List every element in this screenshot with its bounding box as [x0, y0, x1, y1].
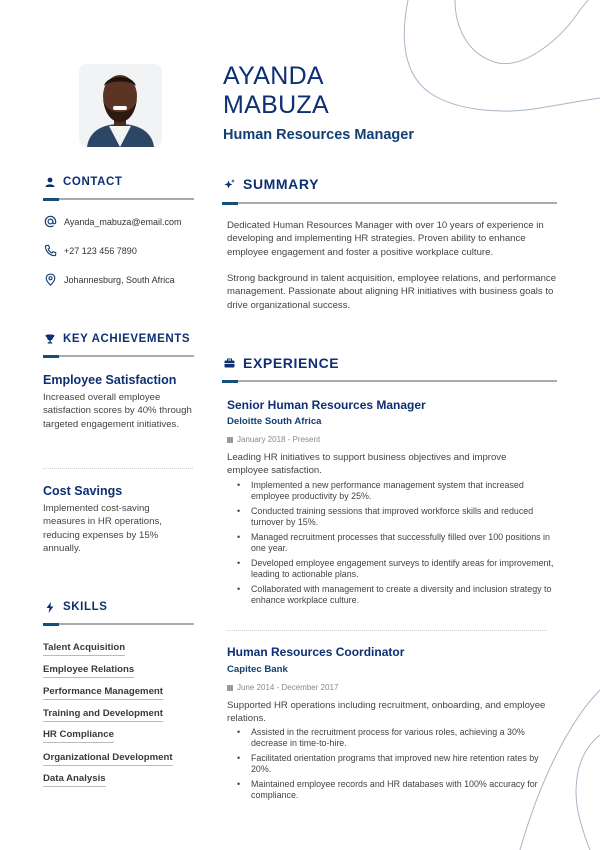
experience-heading-label: EXPERIENCE — [243, 355, 340, 371]
job-dates — [227, 683, 338, 692]
achievement-separator — [43, 468, 193, 469]
contact-location — [44, 273, 175, 286]
job-bullet: • Implemented a new performance management system that increased employee productivity by 25%. — [237, 480, 557, 502]
job-bullet: • Collaborated with management to create a diversity and inclusion strategy to enhance workplace culture. — [237, 584, 557, 606]
achievements-divider — [43, 355, 194, 357]
user-icon — [45, 177, 55, 187]
contact-phone[interactable] — [44, 244, 137, 257]
summary-paragraph: Strong background in talent acquisition, employee relations, and performance management. Passionate about aligning HR initiatives with business goals to drive organizational success. — [227, 273, 557, 311]
job-title: Senior Human Resources Manager — [227, 398, 426, 412]
skill-item: Performance Management — [43, 686, 163, 700]
contact-heading — [45, 176, 123, 188]
job-achievements-list — [237, 480, 557, 610]
avatar — [79, 64, 162, 147]
job-bullet: • Managed recruitment processes that successfully filled over 100 positions in one year. — [237, 532, 557, 554]
candidate-job-title: Human Resources Manager — [223, 127, 414, 143]
trophy-icon — [45, 334, 55, 344]
decorative-curve-inner-top — [455, 0, 588, 64]
achievement-description: Implemented cost-saving measures in HR operations, reducing expenses by 15% annually. — [43, 503, 162, 554]
summary-divider — [222, 202, 557, 204]
job-dates-value: June 2014 - December 2017 — [237, 683, 339, 692]
job-bullet: • Assisted in the recruitment process for various roles, achieving a 30% decrease in time-to-hire. — [237, 727, 557, 749]
skill-item: Talent Acquisition — [43, 642, 125, 656]
job-description: Supported HR operations including recruitment, onboarding, and employee relations. — [227, 700, 546, 725]
skill-item: Organizational Development — [43, 752, 173, 766]
skill-item: Data Analysis — [43, 773, 106, 787]
decorative-curve-inner-bottom — [576, 735, 600, 850]
job-bullet: • Maintained employee records and HR databases with 100% accuracy for compliance. — [237, 779, 557, 801]
decorative-curve-outer-top — [404, 0, 600, 111]
achievement-title: Employee Satisfaction — [43, 373, 177, 387]
job-dates-value: January 2018 - Present — [237, 435, 321, 444]
skill-item: Employee Relations — [43, 664, 134, 678]
skills-heading — [45, 601, 108, 613]
summary-heading — [224, 176, 319, 192]
achievements-heading-label: KEY ACHIEVEMENTS — [63, 333, 191, 345]
bolt-icon — [45, 602, 55, 613]
summary-paragraph: Dedicated Human Resources Manager with over 10 years of experience in developing and implementing HR strategies. Proven ability to enhance employee engagement and foster a positive workplace culture. — [227, 220, 544, 258]
skills-heading-label: SKILLS — [63, 601, 108, 613]
company-name: Capitec Bank — [227, 664, 288, 675]
job-bullet: • Conducted training sessions that improved workforce skills and reduced turnover by 15%. — [237, 506, 557, 528]
experience-heading — [224, 355, 339, 371]
first-name: AYANDA — [223, 62, 324, 90]
contact-email-value: Ayanda_mabuza@email.com — [64, 216, 182, 227]
job-dates — [227, 435, 320, 444]
company-name: Deloitte South Africa — [227, 416, 322, 427]
profile-photo — [79, 64, 162, 147]
skills-divider — [43, 623, 194, 625]
skill-item: HR Compliance — [43, 729, 114, 743]
phone-icon — [44, 244, 57, 257]
job-description: Leading HR initiatives to support business objectives and improve employee satisfaction. — [227, 452, 507, 477]
achievement-description: Increased overall employee satisfaction scores by 40% through targeted engagement initiatives. — [43, 392, 192, 430]
achievement-title: Cost Savings — [43, 484, 123, 498]
achievements-heading — [45, 333, 190, 345]
location-pin-icon — [44, 273, 57, 286]
sparkle-icon — [224, 179, 235, 190]
contact-phone-value: +27 123 456 7890 — [64, 245, 137, 256]
summary-heading-label: SUMMARY — [243, 176, 320, 192]
skill-item: Training and Development — [43, 708, 163, 722]
candidate-name — [223, 62, 329, 120]
contact-location-value: Johannesburg, South Africa — [64, 274, 175, 285]
job-bullet: • Facilitated orientation programs that improved new hire retention rates by 20%. — [237, 753, 557, 775]
calendar-icon — [227, 437, 233, 443]
job-bullet: • Developed employee engagement surveys to identify areas for improvement, leading to actionable plans. — [237, 558, 557, 580]
contact-divider — [43, 198, 194, 200]
briefcase-icon — [224, 358, 235, 368]
experience-divider — [222, 380, 557, 382]
job-achievements-list — [237, 727, 557, 805]
last-name: MABUZA — [223, 91, 329, 119]
contact-email[interactable] — [44, 215, 182, 228]
job-separator — [227, 630, 547, 631]
contact-heading-label: CONTACT — [63, 176, 123, 188]
calendar-icon — [227, 685, 233, 691]
at-icon — [44, 215, 57, 228]
job-title: Human Resources Coordinator — [227, 645, 405, 659]
